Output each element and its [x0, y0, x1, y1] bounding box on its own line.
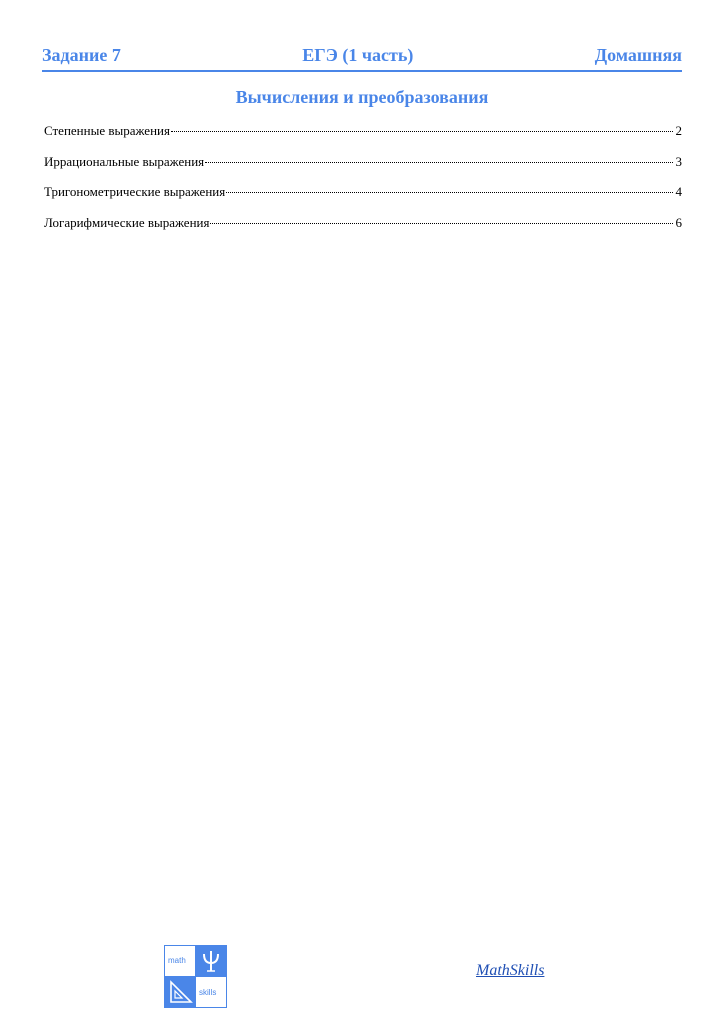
logo-word-math: math	[168, 956, 186, 965]
toc-leader	[210, 223, 673, 224]
document-title: Вычисления и преобразования	[235, 87, 489, 107]
toc-entry-page: 6	[675, 214, 682, 230]
table-of-contents	[44, 122, 682, 244]
toc-entry-page: 4	[675, 184, 682, 199]
logo-skills-cell	[196, 977, 226, 1007]
toc-entry-page: 3	[675, 153, 682, 169]
toc-entry-label: Иррациональные выражения	[44, 153, 205, 169]
mathskills-link[interactable]: MathSkills	[476, 962, 545, 979]
toc-leader	[226, 192, 673, 193]
toc-entry-irrational[interactable]	[44, 153, 682, 184]
page-header	[42, 44, 682, 72]
toc-entry-label: Тригонометрические выражения	[44, 184, 226, 199]
header-exam: ЕГЭ (1 часть)	[302, 45, 414, 65]
header-task: Задание 7	[42, 45, 121, 65]
toc-leader	[205, 162, 673, 163]
toc-entry-power[interactable]	[44, 122, 682, 153]
header-type: Домашняя	[594, 45, 682, 65]
toc-leader	[171, 131, 673, 132]
toc-entry-label: Логарифмические выражения	[44, 214, 210, 230]
toc-entry-logarithmic[interactable]	[44, 214, 682, 245]
psi-icon	[196, 946, 226, 976]
logo-math-cell	[165, 946, 195, 976]
toc-entry-trigonometric[interactable]	[44, 183, 682, 214]
toc-entry-label: Степенные выражения	[44, 123, 170, 138]
set-square-icon	[165, 977, 195, 1007]
toc-entry-page: 2	[675, 123, 682, 138]
mathskills-logo	[164, 945, 227, 1008]
logo-word-skills: skills	[199, 988, 217, 997]
